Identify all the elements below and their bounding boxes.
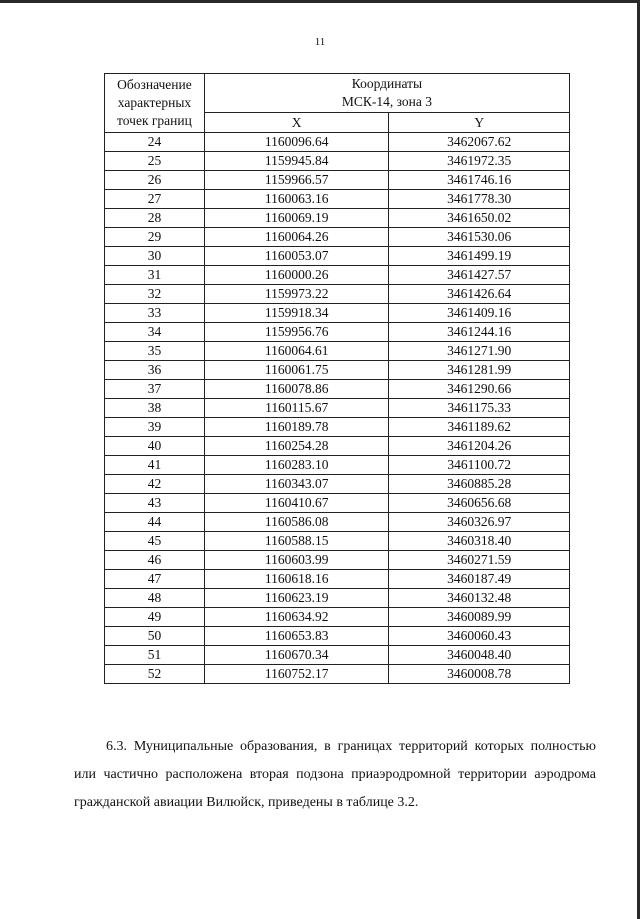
table-row (105, 152, 570, 171)
point-number-cell: 35 (105, 342, 205, 361)
table-row (105, 228, 570, 247)
y-coordinate-cell: 3461778.30 (389, 190, 570, 209)
y-coordinate-cell: 3461746.16 (389, 171, 570, 190)
x-coordinate-cell: 1160752.17 (204, 665, 389, 684)
table-row (105, 380, 570, 399)
x-coordinate-cell: 1160254.28 (204, 437, 389, 456)
table-row (105, 190, 570, 209)
x-coordinate-cell: 1160069.19 (204, 209, 389, 228)
point-number-cell: 32 (105, 285, 205, 304)
point-number-cell: 27 (105, 190, 205, 209)
y-coordinate-cell: 3460048.40 (389, 646, 570, 665)
coordinate-system-label: МСК-14, зона 3 (341, 94, 432, 109)
table-row (105, 608, 570, 627)
point-number-cell: 37 (105, 380, 205, 399)
point-number-cell: 43 (105, 494, 205, 513)
x-coordinate-cell: 1160061.75 (204, 361, 389, 380)
column-header-points: Обозначение характерных точек границ (105, 74, 205, 133)
x-coordinate-cell: 1160283.10 (204, 456, 389, 475)
column-header-y: Y (389, 113, 570, 133)
x-coordinate-cell: 1160618.16 (204, 570, 389, 589)
x-coordinate-cell: 1160588.15 (204, 532, 389, 551)
point-number-cell: 36 (105, 361, 205, 380)
section-paragraph: 6.3. Муниципальные образования, в границах территорий которых полностью или частично расположена вторая подзона приаэродромной территории аэродрома гражданской авиации Вилюйск, приведены в таблице 3.2. (74, 739, 596, 810)
x-coordinate-cell: 1160115.67 (204, 399, 389, 418)
point-number-cell: 24 (105, 133, 205, 152)
y-coordinate-cell: 3462067.62 (389, 133, 570, 152)
point-number-cell: 47 (105, 570, 205, 589)
point-number-cell: 41 (105, 456, 205, 475)
y-coordinate-cell: 3460132.48 (389, 589, 570, 608)
x-coordinate-cell: 1159956.76 (204, 323, 389, 342)
x-coordinate-cell: 1160078.86 (204, 380, 389, 399)
table-row (105, 665, 570, 684)
point-number-cell: 51 (105, 646, 205, 665)
table-row (105, 513, 570, 532)
x-coordinate-cell: 1160410.67 (204, 494, 389, 513)
y-coordinate-cell: 3461530.06 (389, 228, 570, 247)
point-number-cell: 31 (105, 266, 205, 285)
point-number-cell: 40 (105, 437, 205, 456)
page-number: 11 (314, 36, 326, 48)
point-number-cell: 52 (105, 665, 205, 684)
y-coordinate-cell: 3461281.99 (389, 361, 570, 380)
table-row (105, 551, 570, 570)
x-coordinate-cell: 1160096.64 (204, 133, 389, 152)
x-coordinate-cell: 1159973.22 (204, 285, 389, 304)
y-coordinate-cell: 3461409.16 (389, 304, 570, 323)
column-header-coordinates (204, 74, 569, 113)
table-row (105, 418, 570, 437)
x-coordinate-cell: 1160064.26 (204, 228, 389, 247)
point-number-cell: 33 (105, 304, 205, 323)
y-coordinate-cell: 3461175.33 (389, 399, 570, 418)
y-coordinate-cell: 3460008.78 (389, 665, 570, 684)
point-number-cell: 25 (105, 152, 205, 171)
point-number-cell: 38 (105, 399, 205, 418)
point-number-cell: 39 (105, 418, 205, 437)
table-row (105, 646, 570, 665)
y-coordinate-cell: 3460089.99 (389, 608, 570, 627)
point-number-cell: 30 (105, 247, 205, 266)
table-row (105, 266, 570, 285)
coordinates-table (104, 73, 570, 684)
y-coordinate-cell: 3460656.68 (389, 494, 570, 513)
table-row (105, 285, 570, 304)
table-row (105, 589, 570, 608)
x-coordinate-cell: 1160586.08 (204, 513, 389, 532)
point-number-cell: 28 (105, 209, 205, 228)
y-coordinate-cell: 3460271.59 (389, 551, 570, 570)
x-coordinate-cell: 1160634.92 (204, 608, 389, 627)
y-coordinate-cell: 3460187.49 (389, 570, 570, 589)
table-row (105, 532, 570, 551)
table-row (105, 627, 570, 646)
x-coordinate-cell: 1160653.83 (204, 627, 389, 646)
table-row (105, 171, 570, 190)
y-coordinate-cell: 3461204.26 (389, 437, 570, 456)
y-coordinate-cell: 3461189.62 (389, 418, 570, 437)
table-row (105, 323, 570, 342)
table-row (105, 399, 570, 418)
y-coordinate-cell: 3461499.19 (389, 247, 570, 266)
coordinates-label: Координаты (351, 76, 423, 91)
x-coordinate-cell: 1159945.84 (204, 152, 389, 171)
y-coordinate-cell: 3461271.90 (389, 342, 570, 361)
x-coordinate-cell: 1160343.07 (204, 475, 389, 494)
y-coordinate-cell: 3461427.57 (389, 266, 570, 285)
table-row (105, 209, 570, 228)
y-coordinate-cell: 3461972.35 (389, 152, 570, 171)
x-coordinate-cell: 1160670.34 (204, 646, 389, 665)
y-coordinate-cell: 3460326.97 (389, 513, 570, 532)
table-row (105, 133, 570, 152)
point-number-cell: 34 (105, 323, 205, 342)
table-row (105, 456, 570, 475)
point-number-cell: 48 (105, 589, 205, 608)
table-body (105, 133, 570, 684)
table-row (105, 304, 570, 323)
y-coordinate-cell: 3461426.64 (389, 285, 570, 304)
y-coordinate-cell: 3461244.16 (389, 323, 570, 342)
point-number-cell: 50 (105, 627, 205, 646)
table-row (105, 494, 570, 513)
table-row (105, 570, 570, 589)
table-row (105, 247, 570, 266)
y-coordinate-cell: 3461100.72 (389, 456, 570, 475)
y-coordinate-cell: 3461290.66 (389, 380, 570, 399)
x-coordinate-cell: 1160064.61 (204, 342, 389, 361)
table-row (105, 437, 570, 456)
x-coordinate-cell: 1160603.99 (204, 551, 389, 570)
point-number-cell: 42 (105, 475, 205, 494)
x-coordinate-cell: 1159918.34 (204, 304, 389, 323)
x-coordinate-cell: 1160053.07 (204, 247, 389, 266)
table-row (105, 475, 570, 494)
column-header-x: X (204, 113, 389, 133)
y-coordinate-cell: 3460885.28 (389, 475, 570, 494)
x-coordinate-cell: 1160189.78 (204, 418, 389, 437)
point-number-cell: 26 (105, 171, 205, 190)
y-coordinate-cell: 3461650.02 (389, 209, 570, 228)
table-row (105, 361, 570, 380)
point-number-cell: 44 (105, 513, 205, 532)
x-coordinate-cell: 1160623.19 (204, 589, 389, 608)
x-coordinate-cell: 1160000.26 (204, 266, 389, 285)
point-number-cell: 46 (105, 551, 205, 570)
x-coordinate-cell: 1160063.16 (204, 190, 389, 209)
point-number-cell: 45 (105, 532, 205, 551)
x-coordinate-cell: 1159966.57 (204, 171, 389, 190)
y-coordinate-cell: 3460060.43 (389, 627, 570, 646)
point-number-cell: 29 (105, 228, 205, 247)
point-number-cell: 49 (105, 608, 205, 627)
table-row (105, 342, 570, 361)
y-coordinate-cell: 3460318.40 (389, 532, 570, 551)
